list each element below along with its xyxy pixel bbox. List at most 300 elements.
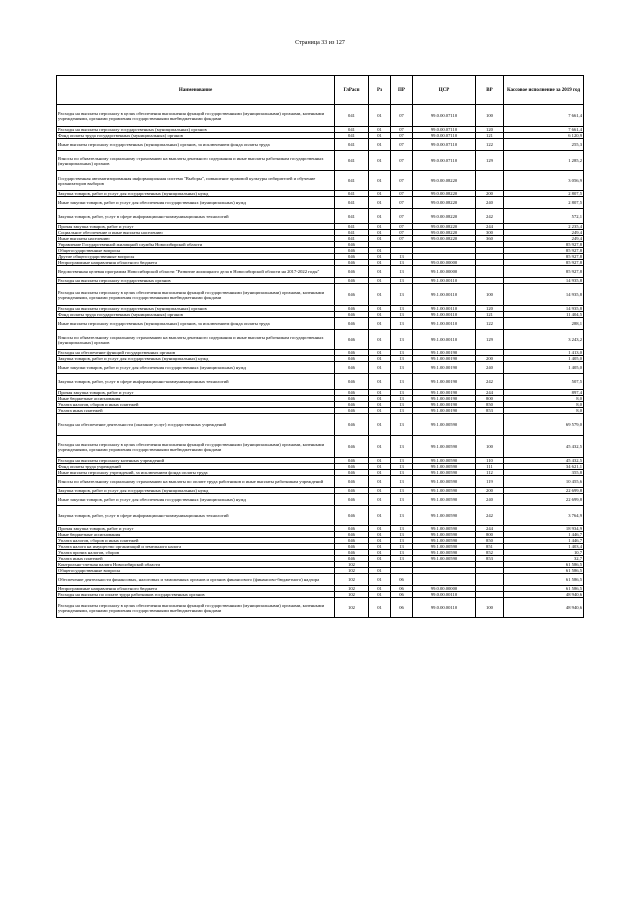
cell-vr: 850 xyxy=(476,538,504,544)
cell-glrasp: 046 xyxy=(335,414,369,436)
cell-rz: 01 xyxy=(369,133,391,139)
cell-pr: 13 xyxy=(391,414,413,436)
cell-rz: 01 xyxy=(369,356,391,362)
cell-csr: 99.1.00.00190 xyxy=(413,374,476,390)
cell-vr: 800 xyxy=(476,532,504,538)
cell-pr: 07 xyxy=(391,224,413,230)
cell-glrasp: 102 xyxy=(335,574,369,586)
cell-amount: 85 927,8 xyxy=(504,254,584,260)
cell-glrasp: 046 xyxy=(335,390,369,396)
cell-glrasp: 102 xyxy=(335,592,369,598)
cell-amount: 69 579,0 xyxy=(504,414,584,436)
cell-amount: 14 935,8 xyxy=(504,306,584,312)
cell-name: Прочая закупка товаров, работ и услуг xyxy=(57,390,335,396)
cell-rz: 01 xyxy=(369,598,391,618)
cell-csr: 99.1.00.00110 xyxy=(413,330,476,350)
cell-csr: 99.1.00.00190 xyxy=(413,362,476,374)
cell-csr: 99.1.00.00590 xyxy=(413,494,476,506)
cell-pr: 13 xyxy=(391,362,413,374)
page-header: Страница 33 из 127 xyxy=(295,40,345,46)
cell-csr: 99.1.00.00190 xyxy=(413,350,476,356)
cell-csr: 99.1.00.00190 xyxy=(413,402,476,408)
cell-rz: 01 xyxy=(369,197,391,209)
cell-pr: 13 xyxy=(391,278,413,284)
cell-csr: 99.1.00.00110 xyxy=(413,306,476,312)
cell-name: Уплата прочих налогов, сборов xyxy=(57,550,335,556)
cell-rz: 01 xyxy=(369,390,391,396)
cell-name: Уплата налога на имущество организаций и земельного налога xyxy=(57,544,335,550)
cell-amount: 85 927,8 xyxy=(504,260,584,266)
cell-vr: 129 xyxy=(476,330,504,350)
cell-name: Уплата налогов, сборов и иных платежей xyxy=(57,402,335,408)
cell-amount: 2 807,5 xyxy=(504,197,584,209)
cell-name: Иные бюджетные ассигнования xyxy=(57,532,335,538)
cell-name: Иные закупки товаров, работ и услуг для обеспечения государственных (муниципальных) нужд xyxy=(57,362,335,374)
cell-glrasp: 046 xyxy=(335,526,369,532)
cell-name: Закупка товаров, работ и услуг для государственных (муниципальных) нужд xyxy=(57,356,335,362)
cell-glrasp: 046 xyxy=(335,556,369,562)
cell-csr: 99.0.00.08220 xyxy=(413,197,476,209)
cell-glrasp: 041 xyxy=(335,171,369,191)
cell-csr: 99.1.00.00590 xyxy=(413,538,476,544)
cell-amount: 22 699,8 xyxy=(504,488,584,494)
cell-rz: 01 xyxy=(369,260,391,266)
cell-name: Расходы на выплаты персоналу в целях обеспечения выполнения функций государственными (муниципальными) органами, казенными учреждениями, органами управления государственными внебюджетными фондами xyxy=(57,598,335,618)
cell-rz: 01 xyxy=(369,586,391,592)
column-header-vr: ВР xyxy=(476,76,504,105)
cell-name: Прочая закупка товаров, работ и услуг xyxy=(57,224,335,230)
cell-vr xyxy=(476,574,504,586)
cell-pr: 13 xyxy=(391,390,413,396)
cell-rz: 01 xyxy=(369,254,391,260)
cell-name: Закупка товаров, работ и услуг для государственных (муниципальных) нужд xyxy=(57,191,335,197)
cell-csr: 99.1.00.00590 xyxy=(413,470,476,476)
cell-pr: 13 xyxy=(391,458,413,464)
cell-glrasp: 102 xyxy=(335,568,369,574)
table-row xyxy=(57,436,584,458)
cell-glrasp: 046 xyxy=(335,488,369,494)
cell-vr: 121 xyxy=(476,312,504,318)
cell-pr: 06 xyxy=(391,598,413,618)
table-header-row xyxy=(57,76,584,105)
cell-rz: 01 xyxy=(369,506,391,526)
cell-csr: 99.0.00.07110 xyxy=(413,127,476,133)
cell-pr: 07 xyxy=(391,230,413,236)
cell-name: Расходы на выплаты персоналу государственных органов xyxy=(57,278,335,284)
cell-csr: 99.0.00.00110 xyxy=(413,598,476,618)
cell-csr: 99.1.00.00590 xyxy=(413,458,476,464)
cell-pr: 13 xyxy=(391,260,413,266)
cell-glrasp: 102 xyxy=(335,598,369,618)
cell-pr: 06 xyxy=(391,592,413,598)
cell-glrasp: 041 xyxy=(335,105,369,127)
cell-csr: 99.0.00.00000 xyxy=(413,586,476,592)
cell-name: Расходы на выплаты по оплате труда работников государственных органов xyxy=(57,592,335,598)
cell-rz: 01 xyxy=(369,402,391,408)
cell-name: Расходы на выплаты персоналу государственных (муниципальных) органов xyxy=(57,306,335,312)
table-row xyxy=(57,494,584,506)
table-row xyxy=(57,139,584,151)
cell-amount: 3 056,9 xyxy=(504,171,584,191)
cell-csr: 99.0.00.07110 xyxy=(413,105,476,127)
cell-glrasp: 046 xyxy=(335,464,369,470)
cell-rz: 01 xyxy=(369,330,391,350)
cell-csr: 99.1.00.00590 xyxy=(413,414,476,436)
cell-rz: 01 xyxy=(369,236,391,242)
cell-pr: 13 xyxy=(391,408,413,414)
cell-glrasp: 041 xyxy=(335,139,369,151)
cell-name: Фонд оплаты труда государственных (муниципальных) органов xyxy=(57,312,335,318)
cell-pr: 13 xyxy=(391,330,413,350)
cell-pr: 13 xyxy=(391,488,413,494)
cell-name: Расходы на обеспечение деятельности (оказание услуг) государственных учреждений xyxy=(57,414,335,436)
cell-glrasp: 046 xyxy=(335,506,369,526)
cell-glrasp: 046 xyxy=(335,538,369,544)
cell-csr: 99.0.00.08220 xyxy=(413,171,476,191)
column-header-amount: Кассовое исполнение за 2019 год xyxy=(504,76,584,105)
cell-glrasp: 046 xyxy=(335,248,369,254)
cell-pr: 13 xyxy=(391,318,413,330)
cell-vr: 100 xyxy=(476,284,504,306)
cell-name: Иные выплаты персоналу учреждений, за исключением фонда оплаты труда xyxy=(57,470,335,476)
cell-glrasp: 046 xyxy=(335,284,369,306)
cell-glrasp: 046 xyxy=(335,470,369,476)
cell-rz: 01 xyxy=(369,470,391,476)
cell-pr: 13 xyxy=(391,470,413,476)
cell-name: Общегосударственные вопросы xyxy=(57,248,335,254)
column-header-name: Наименование xyxy=(57,76,335,105)
cell-name: Закупка товаров, работ, услуг в сфере информационно-коммуникационных технологий xyxy=(57,374,335,390)
cell-amount: 14 935,8 xyxy=(504,278,584,284)
cell-pr: 13 xyxy=(391,464,413,470)
cell-csr: 99.0.00.08220 xyxy=(413,224,476,230)
cell-name: Расходы на выплаты персоналу в целях обеспечения выполнения функций государственными (муниципальными) органами, казенными учреждениями, органами управления государственными внебюджетными фондами xyxy=(57,436,335,458)
cell-pr: 13 xyxy=(391,374,413,390)
cell-name: Обеспечение деятельности финансовых, налоговых и таможенных органов и органов финансового (финансово-бюджетного) надзора xyxy=(57,574,335,586)
cell-glrasp: 041 xyxy=(335,230,369,236)
cell-rz: 01 xyxy=(369,556,391,562)
cell-name: Иные выплаты персоналу государственных (муниципальных) органов, за исключением фонда оплаты труда xyxy=(57,139,335,151)
cell-csr: 99.1.00.00590 xyxy=(413,550,476,556)
cell-name: Контрольно-счетная палата Новосибирской области xyxy=(57,562,335,568)
cell-vr: 244 xyxy=(476,390,504,396)
cell-csr: 99.1.00.00590 xyxy=(413,436,476,458)
cell-csr: 99.1.00.00190 xyxy=(413,390,476,396)
cell-rz: 01 xyxy=(369,230,391,236)
cell-rz: 01 xyxy=(369,568,391,574)
cell-pr: 06 xyxy=(391,586,413,592)
cell-glrasp: 046 xyxy=(335,374,369,390)
cell-name: Фонд оплаты труда учреждений xyxy=(57,464,335,470)
cell-rz: 01 xyxy=(369,105,391,127)
cell-pr: 13 xyxy=(391,312,413,318)
cell-rz: 01 xyxy=(369,544,391,550)
cell-pr: 13 xyxy=(391,356,413,362)
cell-amount: 11 404,5 xyxy=(504,312,584,318)
cell-vr: 853 xyxy=(476,556,504,562)
cell-csr: 99.0.00.08220 xyxy=(413,230,476,236)
cell-amount: 45 432,5 xyxy=(504,436,584,458)
table-row xyxy=(57,374,584,390)
cell-csr: 99.0.00.07110 xyxy=(413,133,476,139)
cell-vr: 111 xyxy=(476,464,504,470)
cell-pr: 07 xyxy=(391,127,413,133)
cell-vr: 100 xyxy=(476,436,504,458)
cell-glrasp: 046 xyxy=(335,318,369,330)
cell-name: Расходы на выплаты персоналу казенных учреждений xyxy=(57,458,335,464)
cell-glrasp: 046 xyxy=(335,494,369,506)
table-row xyxy=(57,598,584,618)
cell-pr: 13 xyxy=(391,266,413,278)
cell-vr: 800 xyxy=(476,396,504,402)
cell-name: Расходы на выплаты персоналу в целях обеспечения выполнения функций государственными (муниципальными) органами, казенными учреждениями, органами управления государственными внебюджетными фондами xyxy=(57,284,335,306)
cell-pr: 13 xyxy=(391,550,413,556)
cell-pr: 13 xyxy=(391,526,413,532)
table-row xyxy=(57,105,584,127)
cell-rz: 01 xyxy=(369,374,391,390)
cell-amount: 45 432,5 xyxy=(504,458,584,464)
cell-amount: 85 927,8 xyxy=(504,248,584,254)
cell-name: Взносы по обязательному социальному страхованию на выплаты денежного содержания и иные выплаты работникам государственных (муниципальных) органов xyxy=(57,151,335,171)
cell-amount: 8,0 xyxy=(504,408,584,414)
cell-pr: 13 xyxy=(391,506,413,526)
cell-glrasp: 041 xyxy=(335,133,369,139)
cell-rz: 01 xyxy=(369,127,391,133)
cell-glrasp: 046 xyxy=(335,356,369,362)
cell-amount: 1 403,4 xyxy=(504,544,584,550)
cell-rz: 01 xyxy=(369,396,391,402)
cell-vr: 100 xyxy=(476,598,504,618)
cell-pr: 13 xyxy=(391,402,413,408)
cell-pr: 07 xyxy=(391,171,413,191)
cell-vr: 242 xyxy=(476,374,504,390)
cell-csr: 99.1.00.00000 xyxy=(413,266,476,278)
cell-glrasp: 046 xyxy=(335,278,369,284)
column-header-rz: Рз xyxy=(369,76,391,105)
cell-amount: 1 446,7 xyxy=(504,538,584,544)
cell-vr: 851 xyxy=(476,544,504,550)
cell-vr xyxy=(476,266,504,278)
cell-pr: 13 xyxy=(391,556,413,562)
cell-amount: 61 586,5 xyxy=(504,568,584,574)
table-row xyxy=(57,266,584,278)
cell-name: Другие общегосударственные вопросы xyxy=(57,254,335,260)
cell-amount: 1 405,0 xyxy=(504,362,584,374)
cell-glrasp: 041 xyxy=(335,151,369,171)
cell-vr: 120 xyxy=(476,306,504,312)
cell-amount: 34 621,1 xyxy=(504,464,584,470)
cell-name: Непрограммные направления областного бюджета xyxy=(57,586,335,592)
cell-name: Непрограммные направления областного бюджета xyxy=(57,260,335,266)
cell-rz: 01 xyxy=(369,266,391,278)
cell-vr: 112 xyxy=(476,470,504,476)
cell-vr: 200 xyxy=(476,488,504,494)
cell-rz: 01 xyxy=(369,139,391,151)
cell-vr: 121 xyxy=(476,133,504,139)
cell-vr: 240 xyxy=(476,494,504,506)
cell-csr: 99.1.00.00110 xyxy=(413,278,476,284)
cell-vr xyxy=(476,171,504,191)
cell-vr: 122 xyxy=(476,139,504,151)
cell-glrasp: 041 xyxy=(335,224,369,230)
cell-csr: 99.1.00.00190 xyxy=(413,396,476,402)
cell-name: Иные закупки товаров, работ и услуг для обеспечения государственных (муниципальных) нужд xyxy=(57,197,335,209)
cell-rz: 01 xyxy=(369,550,391,556)
cell-vr: 100 xyxy=(476,105,504,127)
cell-amount: 572,1 xyxy=(504,209,584,224)
cell-rz: 01 xyxy=(369,574,391,586)
cell-csr: 99.0.00.07110 xyxy=(413,151,476,171)
cell-pr: 07 xyxy=(391,209,413,224)
cell-glrasp: 046 xyxy=(335,312,369,318)
cell-vr: 119 xyxy=(476,476,504,488)
cell-amount: 6 120,9 xyxy=(504,133,584,139)
cell-csr: 99.1.00.00190 xyxy=(413,356,476,362)
cell-rz: 01 xyxy=(369,488,391,494)
cell-rz: 01 xyxy=(369,306,391,312)
cell-amount: 61 586,5 xyxy=(504,574,584,586)
cell-pr: 13 xyxy=(391,350,413,356)
cell-pr: 13 xyxy=(391,544,413,550)
cell-glrasp: 046 xyxy=(335,266,369,278)
cell-vr: 200 xyxy=(476,191,504,197)
cell-pr: 07 xyxy=(391,133,413,139)
cell-csr: 99.0.00.00000 xyxy=(413,260,476,266)
cell-rz: 01 xyxy=(369,414,391,436)
table-row xyxy=(57,506,584,526)
cell-pr: 07 xyxy=(391,197,413,209)
cell-rz: 01 xyxy=(369,171,391,191)
cell-csr: 99.0.00.08220 xyxy=(413,209,476,224)
cell-pr: 13 xyxy=(391,254,413,260)
cell-vr xyxy=(476,414,504,436)
cell-rz: 01 xyxy=(369,532,391,538)
cell-amount: 897,4 xyxy=(504,390,584,396)
column-header-csr: ЦСР xyxy=(413,76,476,105)
cell-glrasp: 046 xyxy=(335,330,369,350)
cell-csr: 99.1.00.00110 xyxy=(413,318,476,330)
cell-pr: 13 xyxy=(391,532,413,538)
cell-name: Управление Государственной жилищной службы Новосибирской области xyxy=(57,242,335,248)
cell-glrasp: 046 xyxy=(335,436,369,458)
table-row xyxy=(57,318,584,330)
cell-amount: 22 699,8 xyxy=(504,494,584,506)
cell-rz: 01 xyxy=(369,494,391,506)
cell-glrasp: 046 xyxy=(335,532,369,538)
cell-pr: 13 xyxy=(391,494,413,506)
cell-glrasp: 046 xyxy=(335,550,369,556)
cell-pr: 13 xyxy=(391,436,413,458)
cell-amount: 10,7 xyxy=(504,550,584,556)
cell-vr: 242 xyxy=(476,209,504,224)
cell-amount: 7 661,4 xyxy=(504,105,584,127)
cell-glrasp: 041 xyxy=(335,197,369,209)
cell-glrasp: 046 xyxy=(335,458,369,464)
cell-name: Общегосударственные вопросы xyxy=(57,568,335,574)
cell-name: Уплата налогов, сборов и иных платежей xyxy=(57,538,335,544)
column-header-pr: ПР xyxy=(391,76,413,105)
cell-vr: 120 xyxy=(476,127,504,133)
cell-csr: 99.1.00.00590 xyxy=(413,532,476,538)
cell-glrasp: 046 xyxy=(335,362,369,374)
cell-amount: 8,0 xyxy=(504,396,584,402)
cell-amount: 85 927,8 xyxy=(504,242,584,248)
cell-name: Расходы на выплаты персоналу государственных (муниципальных) органов xyxy=(57,127,335,133)
cell-rz: 01 xyxy=(369,278,391,284)
cell-glrasp: 102 xyxy=(335,586,369,592)
cell-glrasp: 046 xyxy=(335,306,369,312)
cell-pr: 07 xyxy=(391,151,413,171)
cell-csr: 99.1.00.00590 xyxy=(413,526,476,532)
cell-rz: 01 xyxy=(369,284,391,306)
cell-csr: 99.1.00.00590 xyxy=(413,544,476,550)
cell-pr: 07 xyxy=(391,139,413,151)
table-row xyxy=(57,197,584,209)
cell-rz: 01 xyxy=(369,526,391,532)
cell-pr: 13 xyxy=(391,538,413,544)
cell-glrasp: 046 xyxy=(335,242,369,248)
cell-pr: 07 xyxy=(391,236,413,242)
cell-rz: 01 xyxy=(369,436,391,458)
cell-glrasp: 041 xyxy=(335,209,369,224)
cell-rz: 01 xyxy=(369,592,391,598)
cell-amount: 1 405,0 xyxy=(504,356,584,362)
cell-amount: 1 446,7 xyxy=(504,532,584,538)
cell-amount: 1 413,0 xyxy=(504,350,584,356)
cell-glrasp: 046 xyxy=(335,254,369,260)
cell-vr: 850 xyxy=(476,402,504,408)
cell-glrasp: 041 xyxy=(335,127,369,133)
cell-name: Взносы по обязательному социальному страхованию на выплаты денежного содержания и иные выплаты работникам государственных (муниципальных) органов xyxy=(57,330,335,350)
cell-csr: 99.0.00.07110 xyxy=(413,139,476,151)
table-row xyxy=(57,151,584,171)
cell-vr: 244 xyxy=(476,526,504,532)
cell-pr: 13 xyxy=(391,284,413,306)
cell-vr: 300 xyxy=(476,230,504,236)
cell-glrasp: 046 xyxy=(335,260,369,266)
cell-rz: 01 xyxy=(369,350,391,356)
table-row xyxy=(57,209,584,224)
cell-rz: 01 xyxy=(369,476,391,488)
cell-amount: 3 764,9 xyxy=(504,506,584,526)
table-row xyxy=(57,171,584,191)
cell-glrasp: 046 xyxy=(335,544,369,550)
cell-amount: 8,0 xyxy=(504,402,584,408)
cell-csr: 99.0.00.00110 xyxy=(413,592,476,598)
cell-csr: 99.0.00.08220 xyxy=(413,191,476,197)
cell-name: Иные выплаты персоналу государственных (муниципальных) органов, за исключением фонда оплаты труда xyxy=(57,318,335,330)
cell-name: Расходы на обеспечение функций государственных органов xyxy=(57,350,335,356)
cell-csr xyxy=(413,574,476,586)
cell-pr: 13 xyxy=(391,306,413,312)
cell-glrasp: 046 xyxy=(335,476,369,488)
cell-pr: 13 xyxy=(391,476,413,488)
cell-name: Взносы по обязательному социальному страхованию на выплаты по оплате труда работников и иные выплаты работникам учреждений xyxy=(57,476,335,488)
cell-name: Государственная автоматизированная информационная система "Выборы", повышение правовой культуры избирателей и обучение организаторов выборов xyxy=(57,171,335,191)
table-row xyxy=(57,574,584,586)
cell-rz: 01 xyxy=(369,191,391,197)
budget-table xyxy=(56,75,584,618)
table-row xyxy=(57,330,584,350)
table-row xyxy=(57,284,584,306)
cell-amount: 32,7 xyxy=(504,556,584,562)
cell-rz: 01 xyxy=(369,209,391,224)
cell-rz: 01 xyxy=(369,312,391,318)
cell-amount: 48 940,6 xyxy=(504,592,584,598)
cell-csr: 99.1.00.00190 xyxy=(413,408,476,414)
cell-glrasp: 046 xyxy=(335,396,369,402)
table-row xyxy=(57,414,584,436)
